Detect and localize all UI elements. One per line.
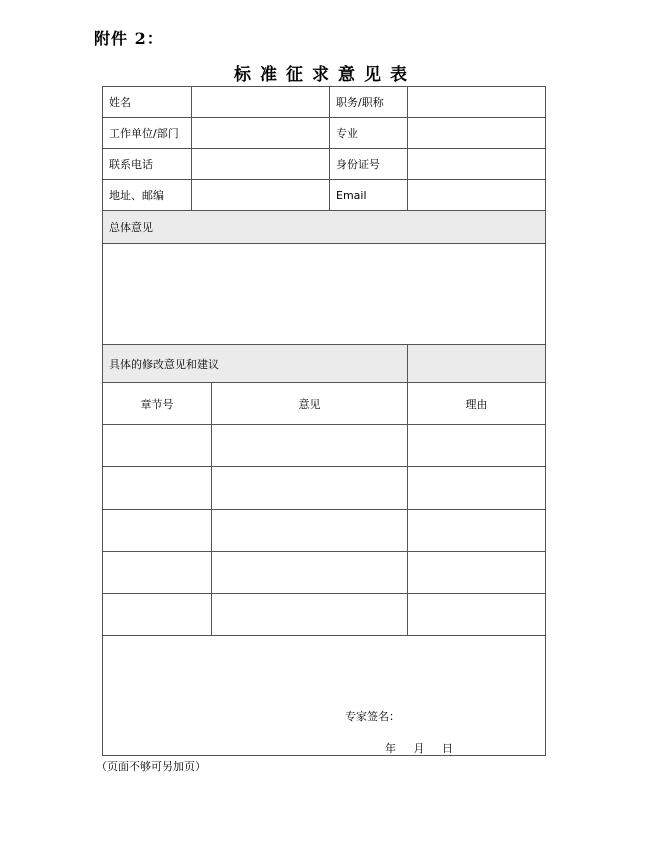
table-row bbox=[103, 593, 546, 635]
year-label: 年 bbox=[385, 741, 396, 755]
overall-opinion-heading: 总体意见 bbox=[103, 211, 546, 244]
section-cell[interactable] bbox=[103, 551, 212, 593]
overall-heading-row bbox=[103, 211, 546, 244]
signature-block bbox=[103, 635, 546, 755]
form-title: 标准征求意见表 bbox=[234, 65, 416, 85]
attachment-label: 附件 2： bbox=[94, 29, 164, 48]
specific-heading-blank bbox=[408, 345, 546, 383]
signature-date bbox=[385, 740, 467, 756]
organization-label: 工作单位/部门 bbox=[103, 118, 192, 149]
title-field[interactable] bbox=[408, 87, 546, 118]
table-row bbox=[103, 551, 546, 593]
name-field[interactable] bbox=[192, 87, 330, 118]
email-field[interactable] bbox=[408, 180, 546, 211]
reason-cell[interactable] bbox=[408, 593, 546, 635]
specialty-field[interactable] bbox=[408, 118, 546, 149]
address-label: 地址、邮编 bbox=[103, 180, 192, 211]
column-header-section: 章节号 bbox=[103, 383, 212, 425]
id-number-label: 身份证号 bbox=[330, 149, 408, 180]
signature-row bbox=[103, 635, 546, 755]
organization-field[interactable] bbox=[192, 118, 330, 149]
email-label: Email bbox=[330, 180, 408, 211]
info-row-address bbox=[103, 180, 546, 211]
section-cell[interactable] bbox=[103, 425, 212, 467]
phone-field[interactable] bbox=[192, 149, 330, 180]
page-note: （页面不够可另加页） bbox=[96, 760, 206, 773]
address-field[interactable] bbox=[192, 180, 330, 211]
feedback-form-table bbox=[102, 86, 546, 756]
reason-cell[interactable] bbox=[408, 467, 546, 509]
info-row-name bbox=[103, 87, 546, 118]
opinion-cell[interactable] bbox=[212, 425, 408, 467]
specialty-label: 专业 bbox=[330, 118, 408, 149]
opinion-cell[interactable] bbox=[212, 593, 408, 635]
table-row bbox=[103, 425, 546, 467]
specific-columns-row bbox=[103, 383, 546, 425]
info-row-phone bbox=[103, 149, 546, 180]
phone-label: 联系电话 bbox=[103, 149, 192, 180]
specific-suggestions-heading: 具体的修改意见和建议 bbox=[103, 345, 408, 383]
day-label: 日 bbox=[442, 741, 453, 755]
column-header-reason: 理由 bbox=[408, 383, 546, 425]
table-row bbox=[103, 509, 546, 551]
specific-heading-row bbox=[103, 345, 546, 383]
info-row-organization bbox=[103, 118, 546, 149]
month-label: 月 bbox=[413, 741, 425, 755]
name-label: 姓名 bbox=[103, 87, 192, 118]
title-label: 职务/职称 bbox=[330, 87, 408, 118]
section-cell[interactable] bbox=[103, 509, 212, 551]
overall-opinion-field[interactable] bbox=[103, 244, 546, 345]
expert-signature-label: 专家签名： bbox=[345, 709, 400, 723]
overall-content-row bbox=[103, 244, 546, 345]
reason-cell[interactable] bbox=[408, 551, 546, 593]
opinion-cell[interactable] bbox=[212, 467, 408, 509]
table-row bbox=[103, 467, 546, 509]
id-number-field[interactable] bbox=[408, 149, 546, 180]
opinion-cell[interactable] bbox=[212, 551, 408, 593]
opinion-cell[interactable] bbox=[212, 509, 408, 551]
reason-cell[interactable] bbox=[408, 425, 546, 467]
column-header-opinion: 意见 bbox=[212, 383, 408, 425]
reason-cell[interactable] bbox=[408, 509, 546, 551]
section-cell[interactable] bbox=[103, 593, 212, 635]
section-cell[interactable] bbox=[103, 467, 212, 509]
